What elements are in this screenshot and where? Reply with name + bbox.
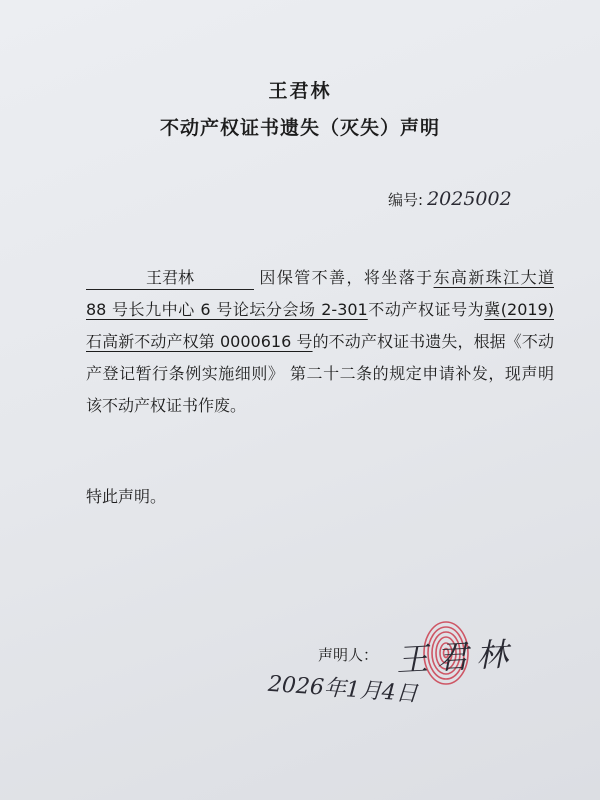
closing-line: 特此声明。 (86, 487, 167, 506)
signature-name: 王君林 (395, 634, 518, 680)
document-title: 不动产权证书遗失（灭失）声明 (159, 117, 440, 139)
statement-text-3: 的不动产权证书遗失，根据《不动产登记暂行条例实施细则》 第二十二条的规定申请补发，现声明该不动产权证书作废。 (86, 332, 554, 415)
statement-text-1: 因保管不善，将坐落于 (258, 268, 434, 287)
serial-number (388, 188, 512, 210)
owner-name-heading: 王君林 (268, 80, 332, 102)
serial-label: 编号: (388, 191, 424, 209)
statement-text-2: 不动产权证号为 (367, 300, 485, 319)
serial-value: 2025002 (427, 188, 512, 210)
declarant-label: 声明人： (318, 646, 379, 664)
owner-name-blank: 王君林 (86, 267, 254, 290)
statement-body (86, 262, 554, 422)
certificate-number: 冀(2019)石高新不动产权第 0000616 号 (86, 300, 554, 351)
title-block (0, 76, 600, 140)
property-address: 东高新珠江大道 88 号长九中心 6 号论坛分会场 2-301 (86, 268, 554, 319)
signature-date: 2026年1月4日 (267, 671, 419, 708)
